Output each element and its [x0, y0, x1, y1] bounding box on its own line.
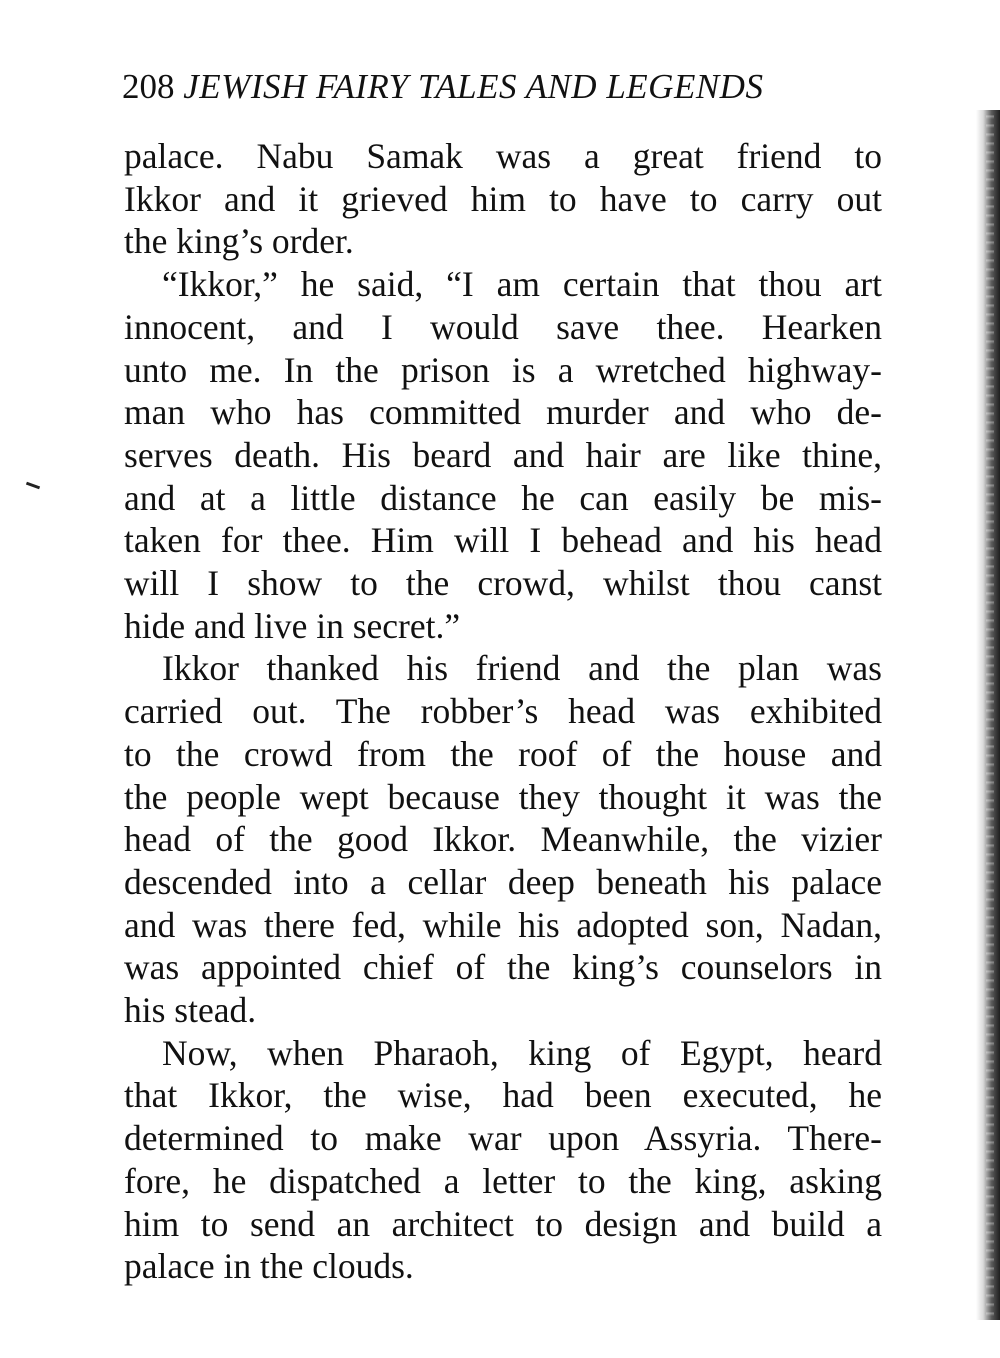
- text-line: unto me. In the prison is a wretched highway-: [124, 349, 882, 390]
- text-line: the king’s order.: [124, 221, 354, 262]
- text-line: was appointed chief of the king’s counselors in: [124, 947, 882, 988]
- text-line: man who has committed murder and who de-: [124, 392, 882, 433]
- text-line: to the crowd from the roof of the house and: [124, 733, 882, 774]
- text-line: descended into a cellar deep beneath his palace: [124, 861, 882, 902]
- text-line: his stead.: [124, 990, 257, 1030]
- text-line: taken for thee. Him will I behead and his head: [124, 520, 882, 561]
- running-header: [122, 62, 884, 112]
- running-title: JEWISH FAIRY TALES AND LEGENDS: [183, 67, 764, 106]
- text-line: head of the good Ikkor. Meanwhile, the vizier: [124, 819, 882, 860]
- text-line: and at a little distance he can easily be mis-: [124, 477, 882, 518]
- text-line: serves death. His beard and hair are like thine,: [124, 434, 882, 475]
- text-line: him to send an architect to design and build a: [124, 1203, 882, 1244]
- text-line: Now, when Pharaoh, king of Egypt, heard: [162, 1032, 882, 1073]
- text-line: “Ikkor,” he said, “I am certain that thou art: [162, 264, 882, 305]
- text-line: fore, he dispatched a letter to the king, asking: [124, 1160, 882, 1201]
- text-line: the people wept because they thought it was the: [124, 776, 882, 817]
- text-line: Ikkor thanked his friend and the plan was: [162, 648, 882, 689]
- text-line: that Ikkor, the wise, had been executed, he: [124, 1075, 882, 1116]
- text-line: and was there fed, while his adopted son, Nadan,: [124, 904, 882, 945]
- text-line: palace in the clouds.: [124, 1246, 414, 1287]
- page-edge-texture: [986, 110, 994, 1320]
- text-line: will I show to the crowd, whilst thou canst: [124, 563, 882, 603]
- text-line: innocent, and I would save thee. Hearken: [124, 306, 882, 347]
- text-line: Ikkor and it grieved him to have to carry out: [124, 178, 882, 219]
- text-line: hide and live in secret.”: [124, 605, 461, 646]
- page-number: 208: [122, 67, 175, 106]
- text-line: determined to make war upon Assyria. There-: [124, 1118, 882, 1159]
- text-line: palace. Nabu Samak was a great friend to: [124, 136, 882, 176]
- text-line: carried out. The robber’s head was exhibited: [124, 691, 882, 732]
- margin-speck: [26, 482, 40, 490]
